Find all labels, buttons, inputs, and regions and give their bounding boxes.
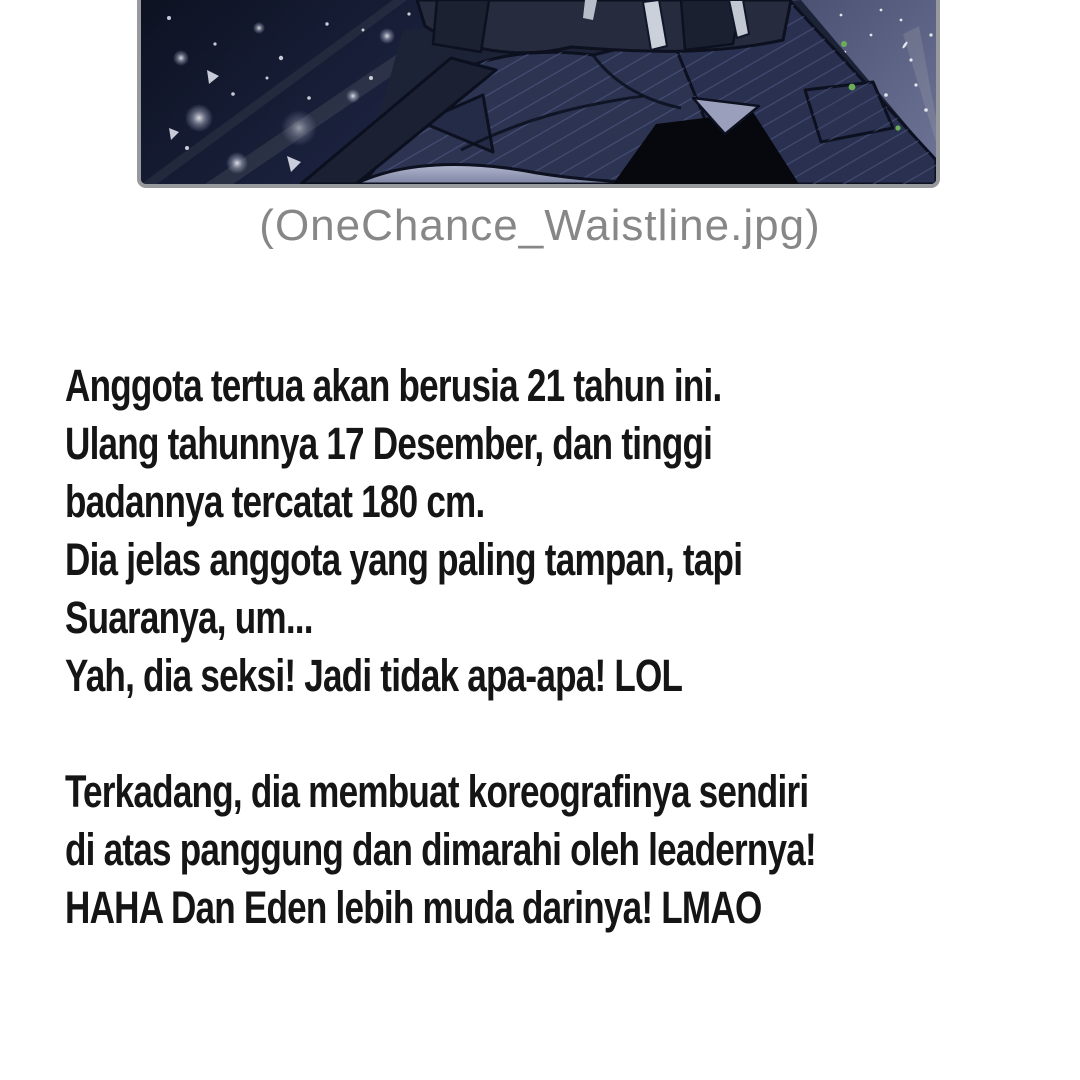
photo-frame — [137, 0, 940, 188]
bio-line-text: Dia jelas anggota yang paling tampan, tapi — [65, 534, 743, 585]
bio-line — [65, 415, 1060, 473]
bio-line — [65, 647, 1060, 705]
photo-caption: (OneChance_Waistline.jpg) — [259, 201, 821, 250]
bio-line — [65, 821, 1060, 879]
bio-line — [65, 879, 1060, 937]
bio-paragraph-2 — [65, 763, 1060, 937]
bio-text — [65, 357, 1060, 937]
bio-line-text: Suaranya, um... — [65, 592, 313, 643]
bio-line — [65, 589, 1060, 647]
bio-line — [65, 357, 1060, 415]
bio-paragraph-1 — [65, 357, 1060, 705]
bio-line — [65, 473, 1060, 531]
bio-line-text: Terkadang, dia membuat koreografinya sendiri — [65, 766, 809, 817]
bio-line-text: HAHA Dan Eden lebih muda darinya! LMAO — [65, 882, 762, 933]
bio-line-text: Anggota tertua akan berusia 21 tahun ini. — [65, 360, 722, 411]
bio-line — [65, 763, 1060, 821]
waistline-illustration — [141, 0, 936, 184]
belt — [417, 0, 791, 53]
bio-line-text: di atas panggung dan dimarahi oleh leadernya! — [65, 824, 816, 875]
bio-line-text: badannya tercatat 180 cm. — [65, 476, 485, 527]
bio-line-text: Ulang tahunnya 17 Desember, dan tinggi — [65, 418, 713, 469]
bio-line-text: Yah, dia seksi! Jadi tidak apa-apa! LOL — [65, 650, 683, 701]
bio-line — [65, 531, 1060, 589]
